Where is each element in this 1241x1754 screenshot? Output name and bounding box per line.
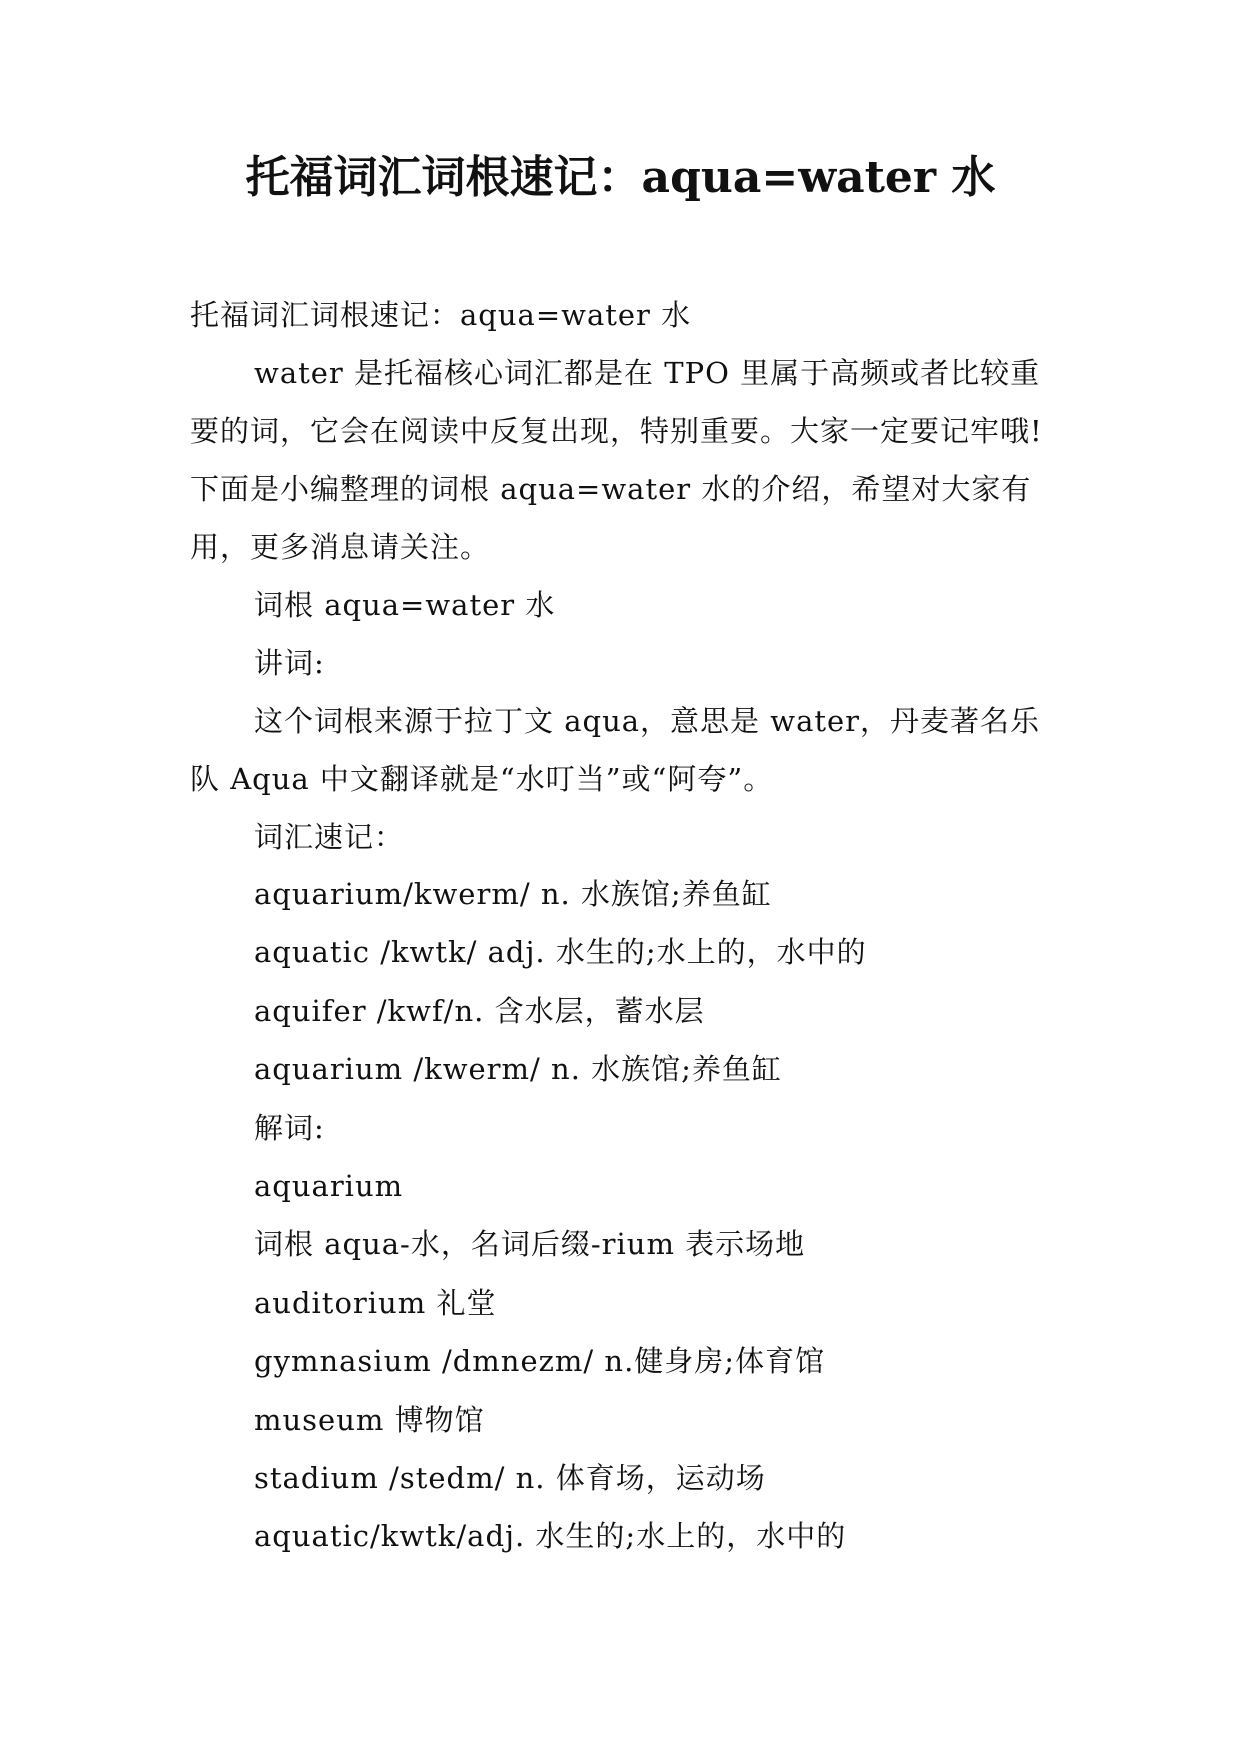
document-body xyxy=(190,286,1050,866)
entry-line: museum 博物馆 xyxy=(254,1402,485,1437)
entry-line: stadium /stedm/ n. 体育场，运动场 xyxy=(254,1461,766,1496)
explain-paragraph: 这个词根来源于拉丁文 aqua，意思是 water，丹麦著名乐队 Aqua 中文翻译就是“水叮当”或“阿夸”。 xyxy=(190,704,1041,796)
explain-label: 讲词: xyxy=(254,646,325,680)
entry-line: aquifer /kwf/n. 含水层，蓄水层 xyxy=(254,993,705,1028)
root-heading: 词根 aqua=water 水 xyxy=(254,588,556,622)
vocab-entries xyxy=(254,865,1074,1566)
entry-line: aquatic/kwtk/adj. 水生的;水上的，水中的 xyxy=(254,1519,847,1554)
entry-line: aquarium /kwerm/ n. 水族馆;养鱼缸 xyxy=(254,1052,782,1087)
document-title: 托福词汇词根速记：aqua=water 水 xyxy=(245,152,996,203)
entry-line: aquatic /kwtk/ adj. 水生的;水上的，水中的 xyxy=(254,935,867,970)
entry-line: aquarium/kwerm/ n. 水族馆;养鱼缸 xyxy=(254,877,772,911)
intro-paragraph: water 是托福核心词汇都是在 TPO 里属于高频或者比较重要的词，它会在阅读中反复出现，特别重要。大家一定要记牢哦!下面是小编整理的词根 aqua=water 水的介绍，希望对大家有用，更多消息请关注。 xyxy=(190,356,1043,564)
vocab-label: 词汇速记： xyxy=(254,820,405,854)
entry-line: 解词: xyxy=(254,1110,325,1145)
entry-line: gymnasium /dmnezm/ n.健身房;体育馆 xyxy=(254,1344,826,1379)
entry-line: aquarium xyxy=(254,1169,404,1204)
entry-line: 词根 aqua-水，名词后缀-rium 表示场地 xyxy=(254,1227,806,1262)
entry-line: auditorium 礼堂 xyxy=(254,1285,497,1320)
intro-line: 托福词汇词根速记：aqua=water 水 xyxy=(190,298,692,332)
